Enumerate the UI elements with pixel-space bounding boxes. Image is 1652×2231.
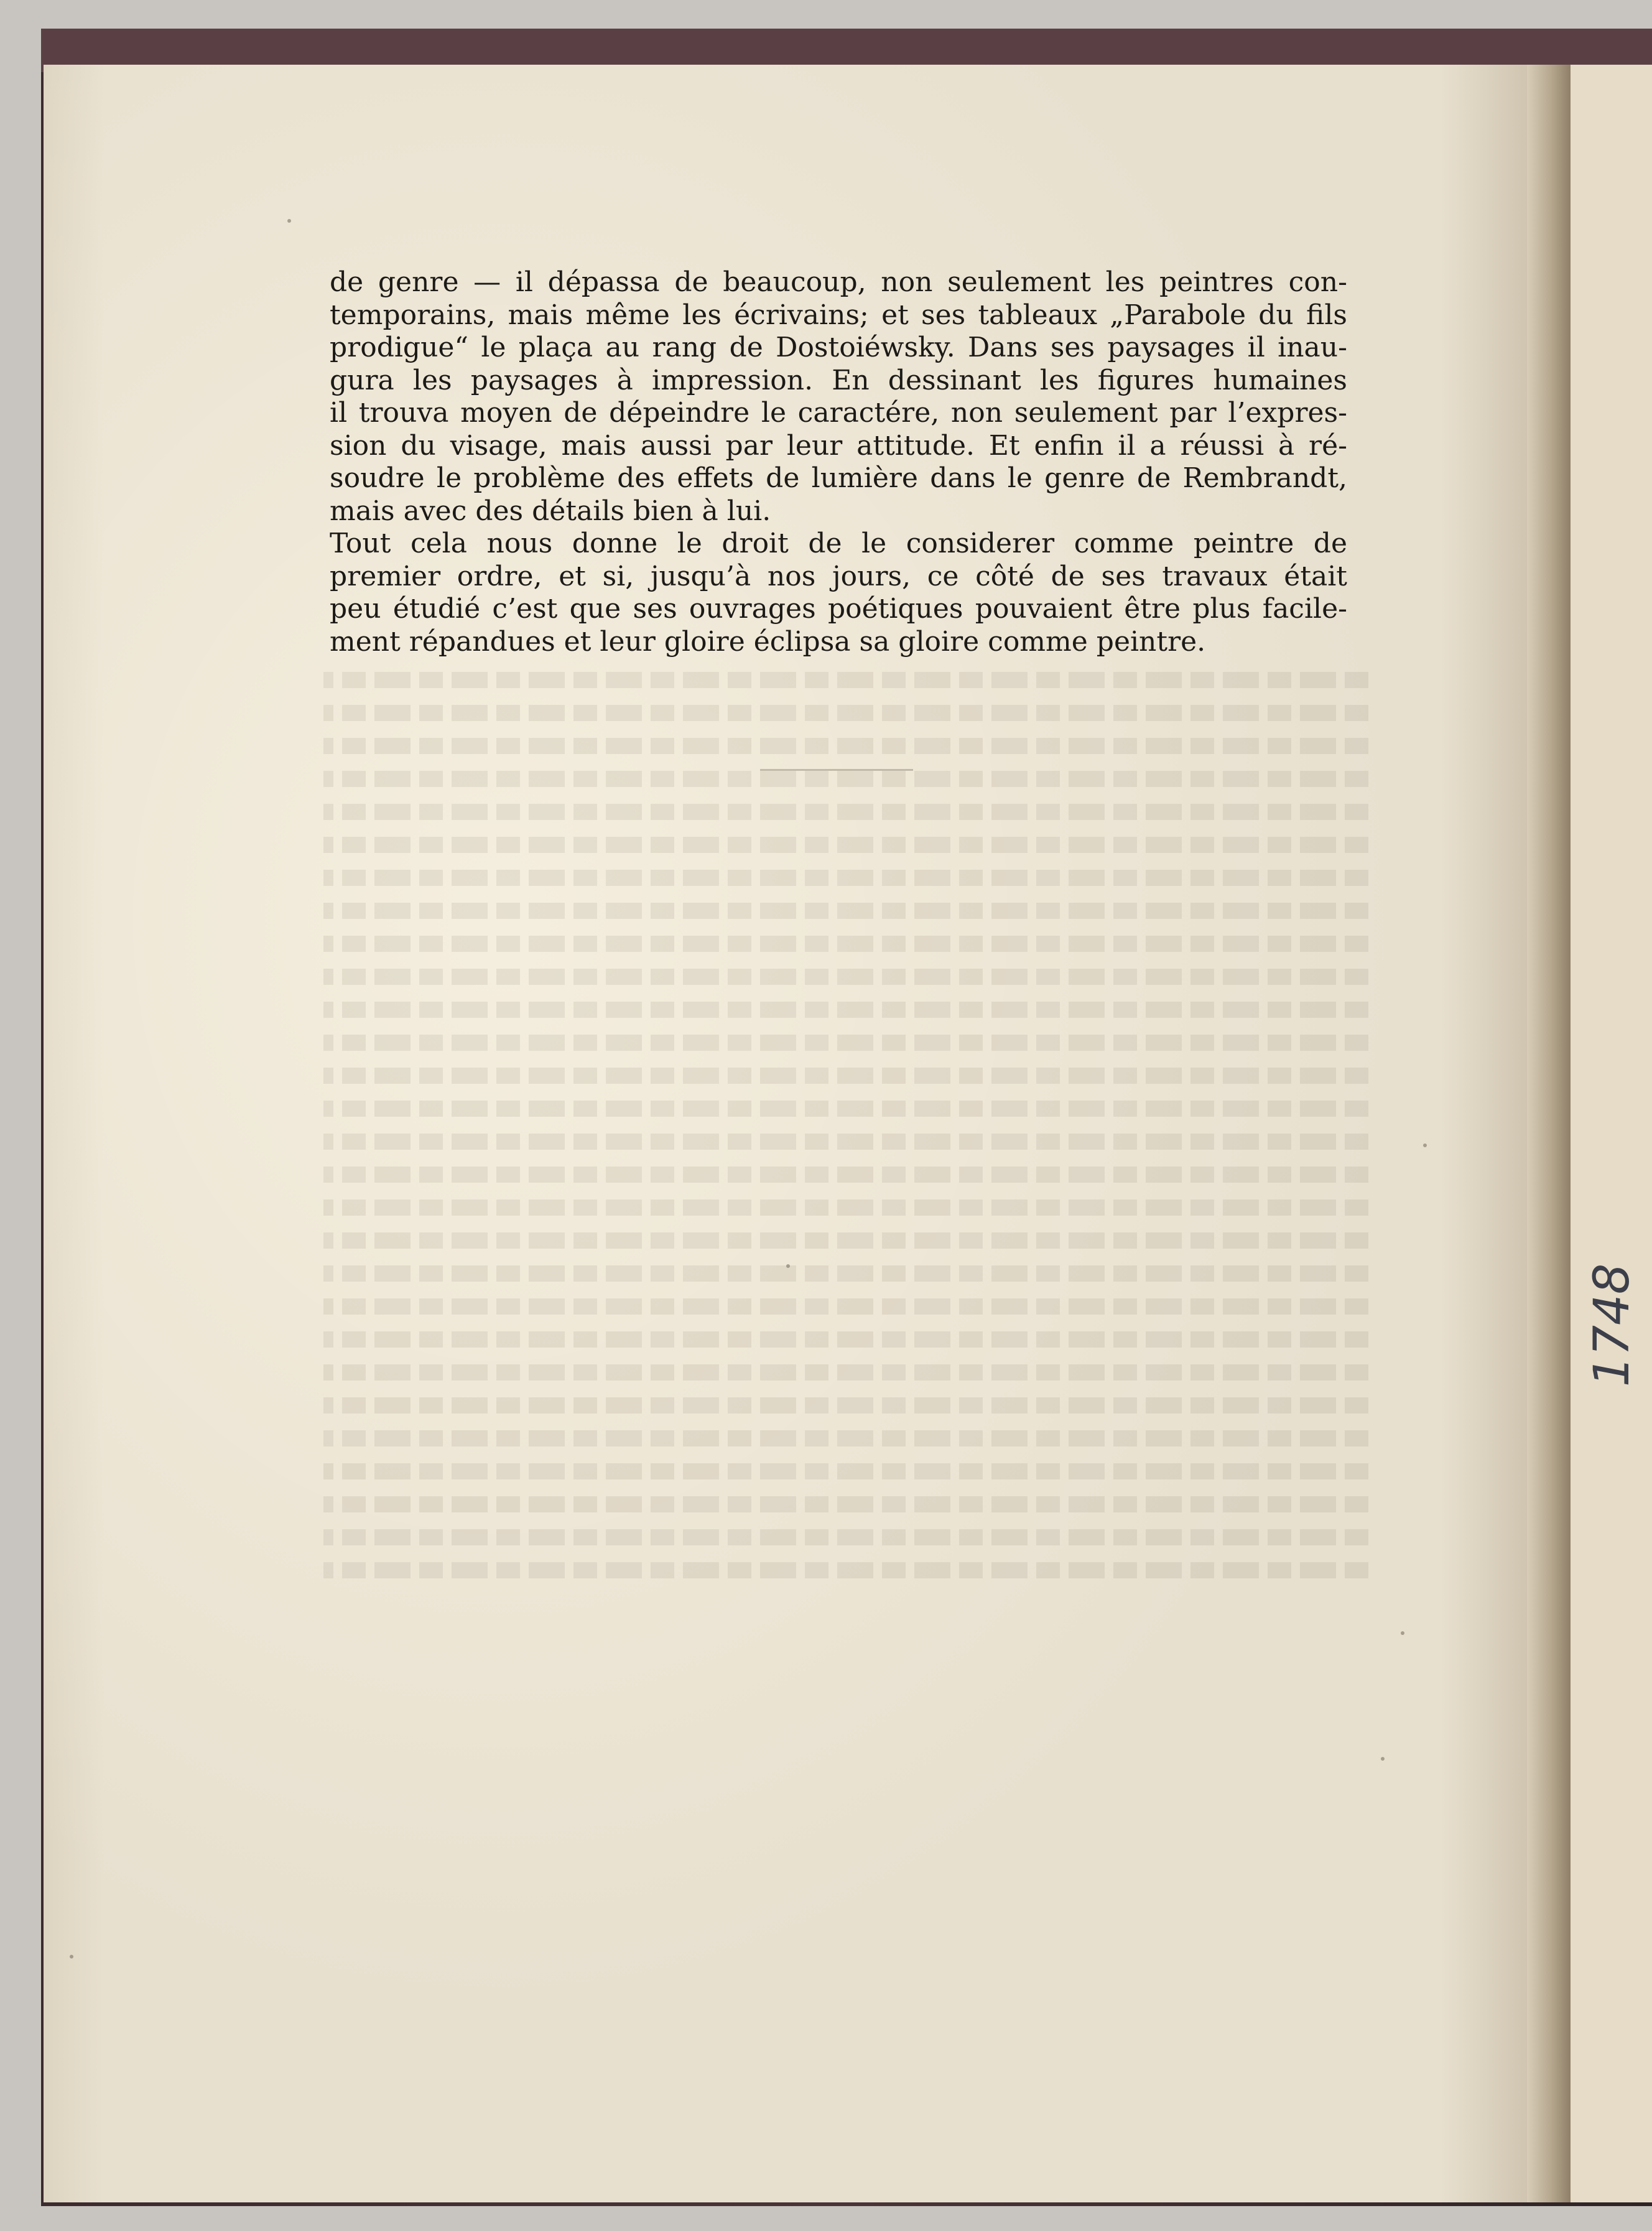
bleed-line — [323, 1391, 1368, 1424]
bleed-line — [323, 1127, 1368, 1160]
bleed-line — [323, 1292, 1368, 1325]
bleed-line — [323, 1259, 1368, 1292]
text-line: mais avec des détails bien à lui. — [330, 495, 771, 527]
bleed-line — [323, 1490, 1368, 1523]
text-line: peu étudié c’est que ses ouvrages poétiques pouvaient être plus facile- — [330, 593, 1347, 625]
paper-speck — [1401, 1631, 1404, 1635]
paper-speck — [786, 1264, 790, 1268]
text-line: temporains, mais même les écrivains; et ses tableaux „Parabole du fils — [330, 299, 1347, 331]
bleed-line — [323, 699, 1368, 732]
bleed-line — [323, 995, 1368, 1028]
bleed-line — [323, 1358, 1368, 1391]
bleed-line — [323, 1061, 1368, 1094]
bleed-line — [323, 1160, 1368, 1193]
paper-speck — [1381, 1757, 1385, 1761]
bleed-line — [323, 929, 1368, 962]
bleed-line — [323, 1556, 1368, 1589]
text-line: prodigue“ le plaça au rang de Dostoiéwsky. Dans ses paysages il inau- — [330, 332, 1347, 363]
section-divider — [760, 769, 913, 771]
bleed-line — [323, 732, 1368, 765]
bleed-line — [323, 666, 1368, 699]
page-body-text — [330, 266, 1347, 658]
bleed-line — [323, 1424, 1368, 1457]
paper-speck — [70, 1955, 73, 1959]
next-page-edge — [1567, 65, 1652, 2202]
text-line: Tout cela nous donne le droit de le considerer comme peintre de — [330, 528, 1347, 559]
text-line: il trouva moyen de dépeindre le caractére, non seulement par l’expres- — [330, 397, 1347, 429]
text-line: gura les paysages à impression. En dessinant les figures humaines — [330, 364, 1347, 396]
paragraph — [330, 266, 1347, 528]
bleed-line — [323, 1325, 1368, 1358]
page-gutter-curl — [1527, 65, 1571, 2202]
paragraph — [330, 528, 1347, 658]
bleed-line — [323, 897, 1368, 929]
bleed-line — [323, 1523, 1368, 1556]
paper-speck — [1423, 1143, 1427, 1147]
bleed-through-text — [323, 666, 1368, 1910]
bleed-line — [323, 1226, 1368, 1259]
text-line: ment répandues et leur gloire éclipsa sa gloire comme peintre. — [330, 625, 1206, 658]
text-line: premier ordre, et si, jusqu’à nos jours, ce côté de ses travaux était — [330, 560, 1347, 592]
bleed-line — [323, 1094, 1368, 1127]
paper-speck — [287, 219, 291, 223]
bleed-line — [323, 1457, 1368, 1490]
handwritten-number-text: 1748 — [1584, 1263, 1640, 1387]
text-line: soudre le problème des effets de lumière dans le genre de Rembrandt, — [330, 462, 1347, 494]
bleed-line — [323, 831, 1368, 864]
bleed-line — [323, 798, 1368, 831]
text-line: de genre — il dépassa de beaucoup, non seulement les peintres con- — [330, 266, 1347, 298]
bleed-line — [323, 1028, 1368, 1061]
bleed-line — [323, 962, 1368, 995]
handwritten-inventory-number — [1575, 1232, 1650, 1418]
bleed-line — [323, 1193, 1368, 1226]
bleed-line — [323, 864, 1368, 897]
text-line: sion du visage, mais aussi par leur attitude. Et enfin il a réussi à ré- — [330, 429, 1347, 462]
